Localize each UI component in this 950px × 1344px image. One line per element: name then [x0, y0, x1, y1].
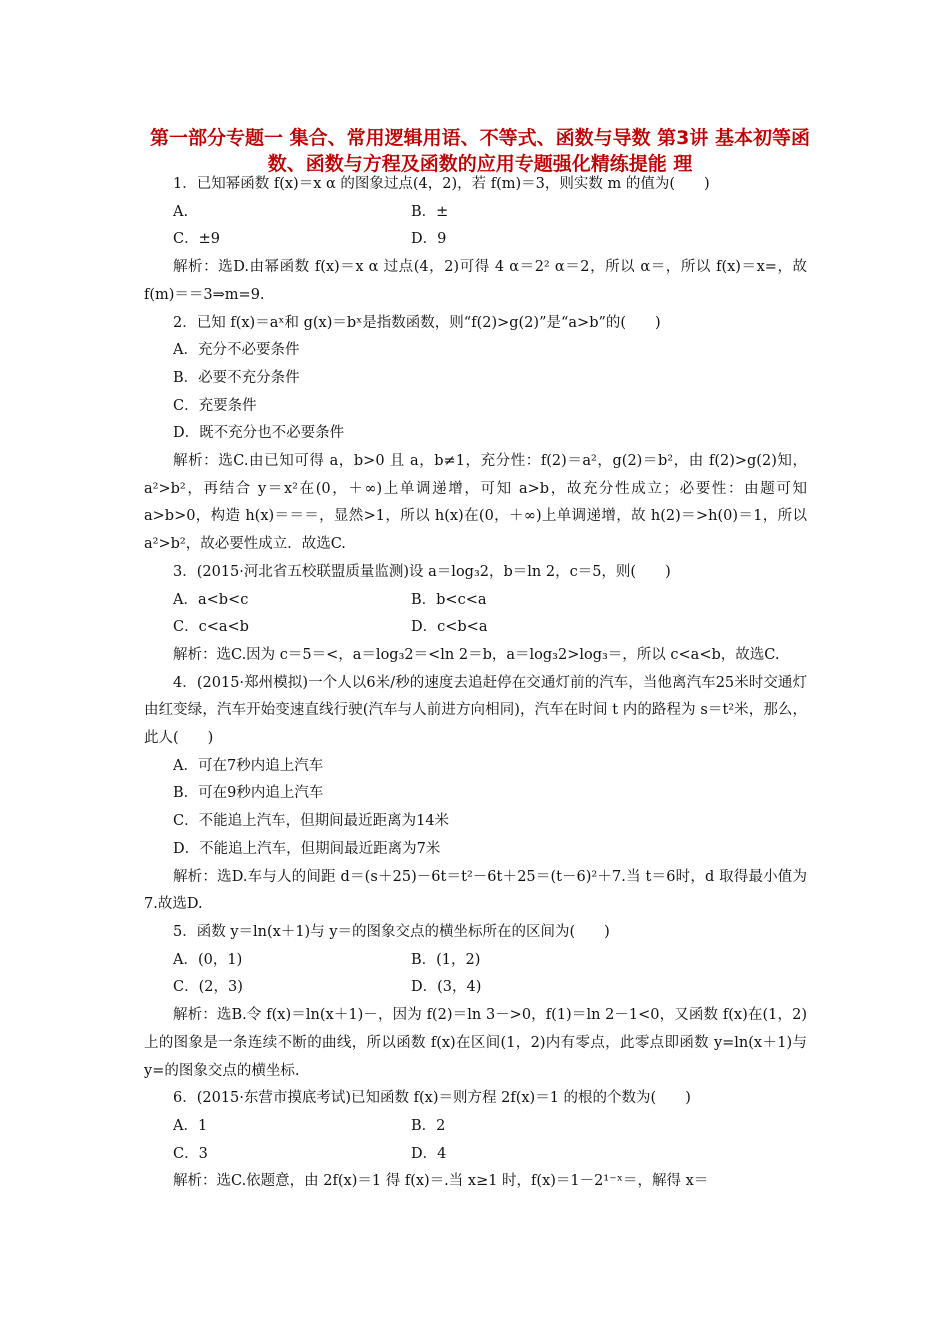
option: B．± — [411, 203, 449, 220]
solution: 解析：选D.车与人的间距 d＝(s＋25)－6t＝t²－6t＋25＝(t－6)²＋7.当 t＝6时，d 取得最小值为7.故选D. — [144, 868, 807, 913]
options-row — [144, 1141, 807, 1169]
option: C．充要条件 — [173, 397, 257, 414]
solution: 解析：选C.因为 c＝5＝<，a＝log₃2＝<ln 2＝b，a＝log₃2>log₃＝，所以 c<a<b，故选C. — [173, 646, 780, 663]
solution: 解析：选B.令 f(x)＝ln(x＋1)－，因为 f(2)＝ln 3－>0，f(1)＝ln 2－1<0，又函数 f(x)在(1，2)上的图象是一条连续不断的曲线，所以函数 f(x)在区间(1，2)内有零点，此零点即函数 y=ln(x＋1)与 y=的图象交点的横坐标. — [144, 1007, 807, 1079]
question-stem: 3．(2015·河北省五校联盟质量监测)设 a＝log₃2，b＝ln 2，c＝5，则( ) — [173, 563, 671, 580]
option: B．可在9秒内追上汽车 — [173, 785, 324, 802]
option: B．b<c<a — [411, 591, 487, 608]
options-row — [144, 199, 807, 227]
solution: 解析：选C.由已知可得 a，b>0 且 a，b≠1，充分性：f(2)＝a²，g(2)＝b²，由 f(2)>g(2)知，a²>b²，再结合 y＝x²在(0，＋∞)上单调递增，可知 a>b，故充分性成立；必要性：由题可知 a>b>0，构造 h(x)＝＝＝，显然>1，所以 h(x)在(0，＋∞)上单调递增，故 h(2)＝>h(0)＝1，所以 a²>b²，故必要性成立．故选C. — [144, 453, 807, 553]
question-stem: 1．已知幂函数 f(x)＝x α 的图象过点(4，2)，若 f(m)＝3，则实数 m 的值为( ) — [173, 176, 710, 192]
options-row — [144, 974, 807, 1002]
solution: 解析：选C.依题意，由 2f(x)＝1 得 f(x)＝.当 x≥1 时，f(x)＝1－2¹⁻ˣ＝，解得 x＝ — [173, 1173, 709, 1190]
options-row — [144, 1113, 807, 1141]
option: C．3 — [173, 1145, 208, 1162]
option: D．4 — [411, 1145, 447, 1162]
option: B．必要不充分条件 — [173, 369, 300, 386]
options-row — [144, 587, 807, 615]
option: D．不能追上汽车，但期间最近距离为7米 — [173, 840, 441, 857]
option: D．9 — [411, 231, 447, 248]
option: A．(0，1) — [173, 951, 243, 968]
option: A．可在7秒内追上汽车 — [173, 757, 324, 774]
option: A．a<b<c — [173, 591, 249, 608]
option: D．c<b<a — [411, 619, 488, 636]
solution: 解析：选D.由幂函数 f(x)＝x α 过点(4，2)可得 4 α＝2² α＝2，所以 α＝，所以 f(x)＝x=，故 f(m)＝＝3⇒m=9. — [144, 259, 807, 303]
option: D．既不充分也不必要条件 — [173, 425, 345, 442]
option: A．1 — [173, 1117, 208, 1134]
option: C．(2，3) — [173, 979, 243, 996]
options-row — [144, 947, 807, 975]
option: C．不能追上汽车，但期间最近距离为14米 — [173, 813, 450, 830]
question-stem: 6．(2015·东营市摸底考试)已知函数 f(x)＝则方程 2f(x)＝1 的根的个数为( ) — [173, 1090, 691, 1107]
question-stem: 2．已知 f(x)＝aˣ和 g(x)＝bˣ是指数函数，则“f(2)>g(2)”是“a>b”的( ) — [173, 314, 661, 331]
option: A．充分不必要条件 — [173, 342, 300, 359]
options-row — [144, 614, 807, 642]
option: D．(3，4) — [411, 979, 482, 996]
question-list — [144, 171, 807, 1196]
option: C．c<a<b — [173, 619, 249, 636]
option: B．2 — [411, 1117, 446, 1134]
option: A. — [173, 203, 189, 220]
page-title: 第一部分专题一 集合、常用逻辑用语、不等式、函数与导数 第3讲 基本初等函数、函数与方程及函数的应用专题强化精练提能 理 — [149, 127, 811, 175]
option: B．(1，2) — [411, 951, 481, 968]
option: C．±9 — [173, 231, 220, 248]
question-stem: 4．(2015·郑州模拟)一个人以6米/秒的速度去追赶停在交通灯前的汽车，当他离汽车25米时交通灯由红变绿，汽车开始变速直线行驶(汽车与人前进方向相同)，汽车在时间 t 内的路程为 s＝t²米，那么，此人( ) — [144, 674, 807, 747]
options-row — [144, 226, 807, 254]
question-stem: 5．函数 y＝ln(x＋1)与 y＝的图象交点的横坐标所在的区间为( ) — [173, 923, 610, 940]
